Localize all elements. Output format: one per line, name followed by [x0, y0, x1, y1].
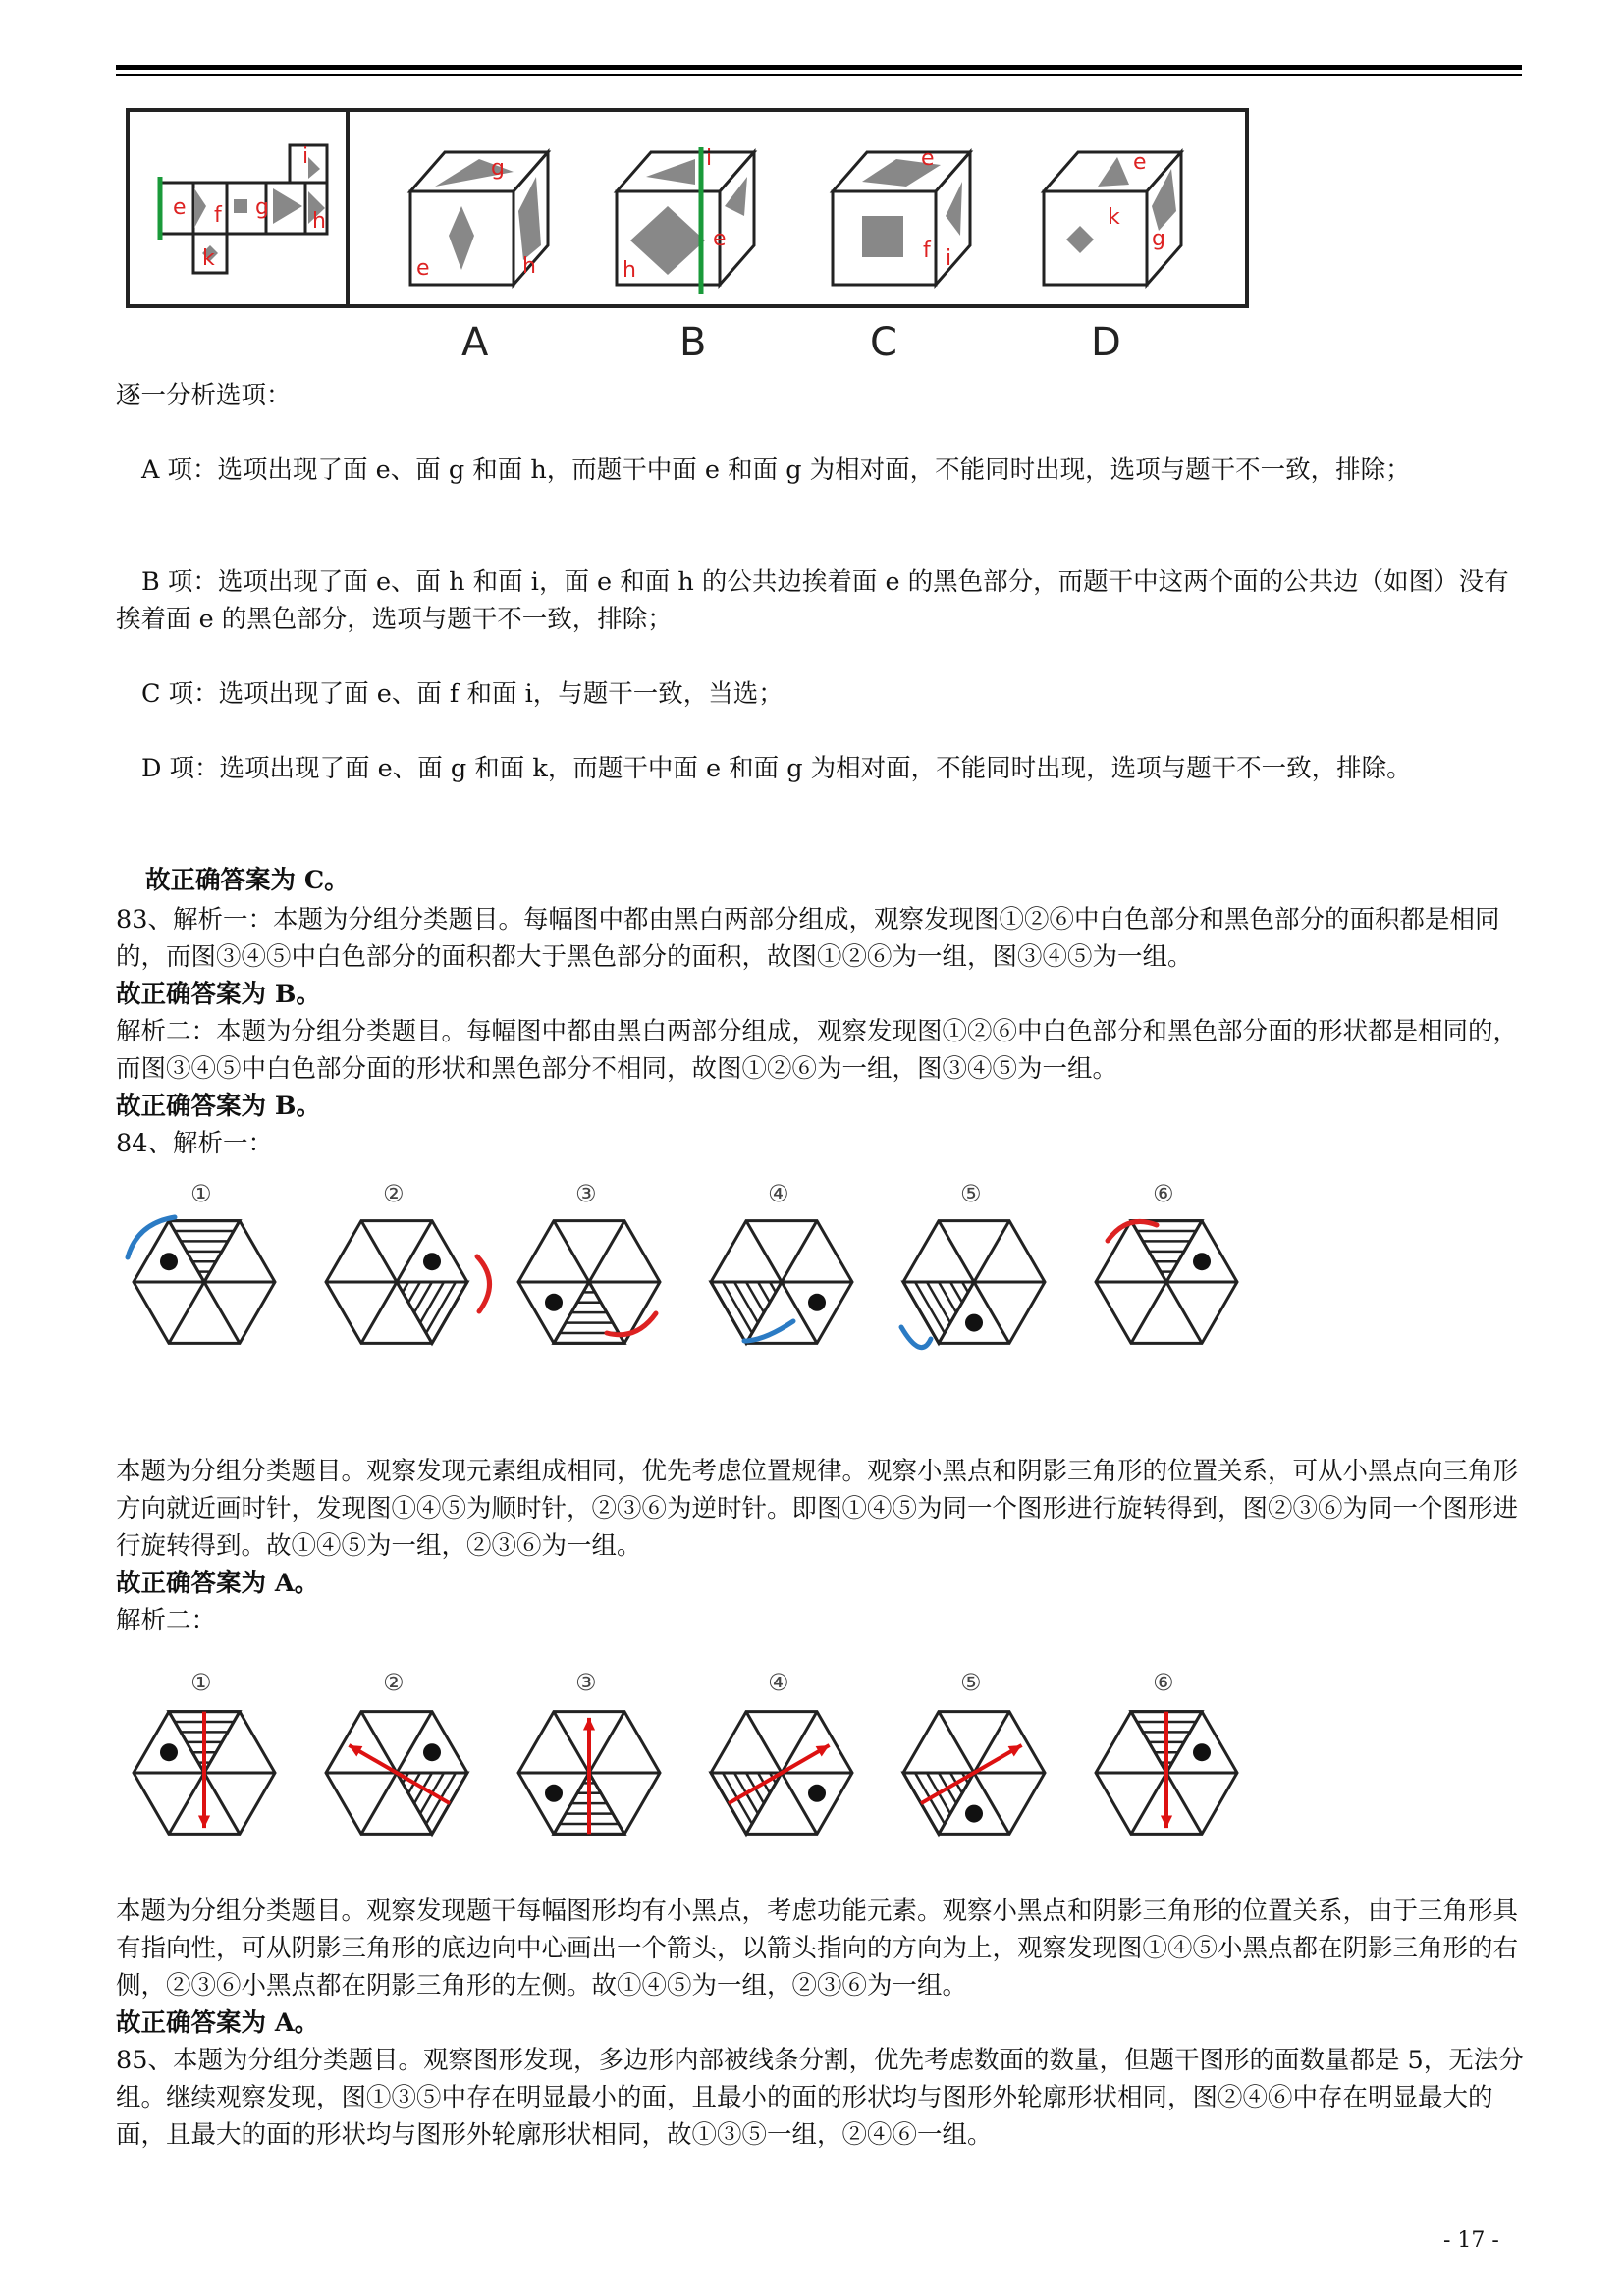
q83-analysis-1: 83、解析一：本题为分组分类题目。每幅图中都由黑白两部分组成，观察发现图①②⑥中白色部分和黑色部分的面积都是相同的，而图③④⑤中白色部分的面积都大于黑色部分的面积，故图①②⑥为一组，图③④⑤为一组。 [116, 905, 1500, 972]
hexagon-6 [1096, 1669, 1237, 1834]
answer-b-2: 故正确答案为 B。 [116, 1092, 321, 1121]
svg-text:g: g [1152, 227, 1165, 251]
answer-c: 故正确答案为 C。 [145, 866, 350, 895]
hexagon-5 [903, 1669, 1045, 1834]
hexagon-number: ① [190, 1669, 212, 1696]
hexagon-number: ⑥ [1153, 1180, 1174, 1207]
hexagon-number: ③ [575, 1180, 597, 1207]
hexagon-number: ④ [768, 1669, 789, 1696]
q84-analysis-2-heading: 解析二： [116, 1606, 217, 1635]
svg-text:e: e [713, 227, 727, 251]
svg-text:i: i [946, 246, 952, 271]
svg-text:h: h [623, 258, 636, 283]
q83-analysis-2: 解析二：本题为分组分类题目。每幅图中都由黑白两部分组成，观察发现图①②⑥中白色部分和黑色部分面的形状都是相同的，而图③④⑤中白色部分面的形状和黑色部分不相同，故图①②⑥为一组，图③④⑤为一组。 [116, 1017, 1519, 1084]
q84-analysis-1: 本题为分组分类题目。观察发现元素组成相同，优先考虑位置规律。观察小黑点和阴影三角形的位置关系，可从小黑点向三角形方向就近画时针，发现图①④⑤为顺时针，②③⑥为逆时针。即图①④⑤为同一个图形进行旋转得到，图②③⑥为同一个图形进行旋转得到。故①④⑤为一组，②③⑥为一组。 [116, 1457, 1519, 1561]
hexagon-4 [711, 1669, 852, 1834]
svg-text:k: k [1108, 205, 1120, 230]
hexagon-number: ⑤ [960, 1180, 982, 1207]
answer-b-1: 故正确答案为 B。 [116, 980, 321, 1009]
option-d-analysis: D 项：选项出现了面 e、面 g 和面 k，而题干中面 e 和面 g 为相对面，不能同时出现，选项与题干不一致，排除。 [141, 754, 1412, 783]
hexagon-number: ② [383, 1180, 405, 1207]
net-face-g: g [255, 195, 269, 220]
cube-figure [116, 98, 1255, 373]
hexagon-3 [518, 1180, 660, 1343]
header-rule-thin [116, 74, 1522, 76]
hexagon-number: ③ [575, 1669, 597, 1696]
option-c-label: C [870, 320, 897, 365]
svg-text:f: f [923, 239, 931, 263]
net-face-e: e [173, 195, 187, 220]
svg-text:h: h [522, 254, 536, 279]
net-face-f: f [214, 203, 222, 228]
hexagon-2 [326, 1180, 490, 1343]
svg-text:e: e [1133, 150, 1147, 175]
option-c-analysis: C 项：选项出现了面 e、面 f 和面 i，与题干一致，当选； [141, 679, 784, 709]
hexagon-number: ② [383, 1669, 405, 1696]
hexagon-number: ④ [768, 1180, 789, 1207]
option-b-analysis: B 项：选项出现了面 e、面 h 和面 i，面 e 和面 h 的公共边挨着面 e 的黑色部分，而题干中这两个面的公共边（如图）没有挨着面 e 的黑色部分，选项与题干不一致，排除； [116, 567, 1509, 634]
header-rule-thick [116, 65, 1522, 70]
hexagon-6 [1096, 1180, 1237, 1343]
hexagon-number: ① [190, 1180, 212, 1207]
net-face-i: i [302, 144, 309, 169]
hexagon-figure-1 [116, 1174, 1255, 1419]
option-b-label: B [679, 320, 707, 365]
answer-a-2: 故正确答案为 A。 [116, 2008, 320, 2038]
hexagon-1 [134, 1669, 275, 1834]
option-a-label: A [461, 320, 489, 365]
svg-text:g: g [491, 156, 505, 181]
hexagon-figure-2 [116, 1655, 1255, 1881]
hexagon-5 [901, 1180, 1045, 1348]
svg-text:e: e [921, 146, 935, 171]
hexagon-2 [326, 1669, 467, 1834]
hexagon-3 [518, 1669, 660, 1834]
hexagon-4 [711, 1180, 852, 1343]
net-face-h: h [312, 209, 326, 234]
hexagon-number: ⑤ [960, 1669, 982, 1696]
q84-analysis-2: 本题为分组分类题目。观察发现题干每幅图形均有小黑点，考虑功能元素。观察小黑点和阴影三角形的位置关系，由于三角形具有指向性，可从阴影三角形的底边向中心画出一个箭头，以箭头指向的方向为上，观察发现图①④⑤小黑点都在阴影三角形的右侧，②③⑥小黑点都在阴影三角形的左侧。故①④⑤为一组，②③⑥为一组。 [116, 1896, 1519, 2001]
svg-text:i: i [706, 146, 713, 171]
net-face-k: k [202, 246, 215, 271]
option-d-label: D [1091, 320, 1121, 365]
svg-text:e: e [416, 256, 430, 281]
hexagon-number: ⑥ [1153, 1669, 1174, 1696]
q85-analysis: 85、本题为分组分类题目。观察图形发现，多边形内部被线条分割，优先考虑数面的数量，但题干图形的面数量都是 5，无法分组。继续观察发现，图①③⑤中存在明显最小的面，且最小的面的形状均与图形外轮廓形状相同，图②④⑥中存在明显最大的面，且最大的面的形状均与图形外轮廓形状相同，故①③⑤一组，②④⑥一组。 [116, 2046, 1524, 2150]
page-number: - 17 - [1443, 2228, 1499, 2253]
answer-a-1: 故正确答案为 A。 [116, 1569, 320, 1598]
q84-heading: 84、解析一： [116, 1129, 273, 1158]
option-a-analysis: A 项：选项出现了面 e、面 g 和面 h，而题干中面 e 和面 g 为相对面，不能同时出现，选项与题干不一致，排除； [141, 455, 1411, 485]
intro-line: 逐一分析选项： [116, 381, 292, 410]
hexagon-1 [128, 1180, 275, 1343]
